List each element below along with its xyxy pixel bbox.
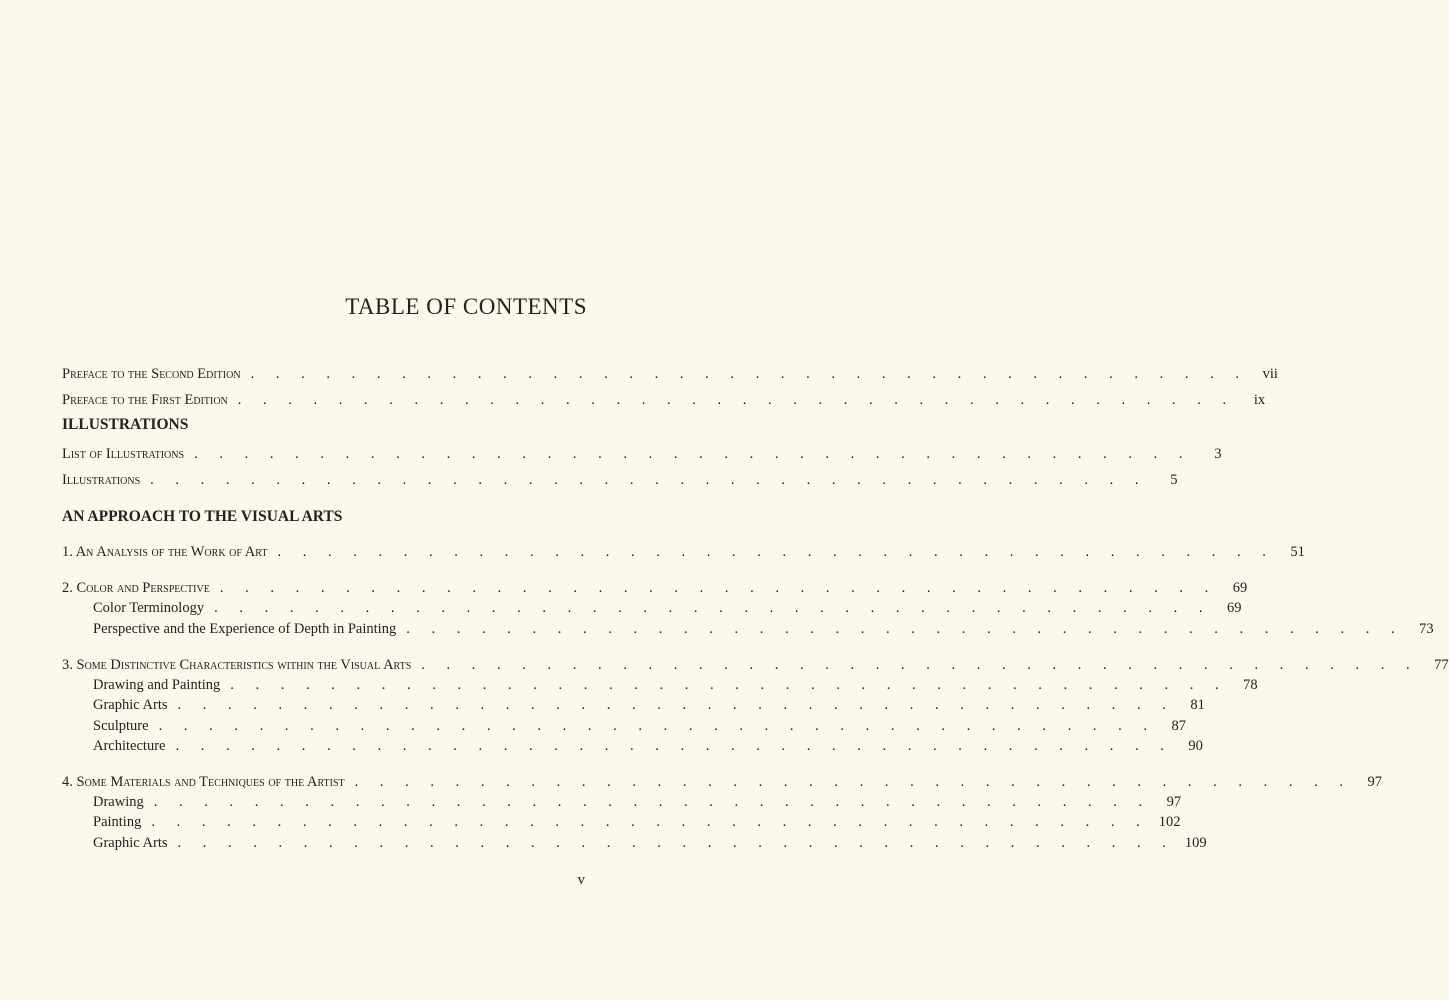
dot-leader: . . . . . . . . . . . . . . . . . . . . . . . . . . . . . . . . . . . . . . . . (153, 794, 1152, 810)
dot-leader: . . . . . . . . . . . . . . . . . . . . . . . . . . . . . . . . . . . . . . . . (250, 366, 1248, 382)
toc-entry-page: ix (1253, 392, 1266, 408)
toc-entry-illustrations (62, 470, 1178, 490)
toc-entry-label: Drawing (93, 794, 144, 810)
toc-entry-page: 87 (1171, 718, 1186, 734)
page-title: TABLE OF CONTENTS (345, 294, 587, 319)
dot-leader: . . . . . . . . . . . . . . . . . . . . . . . . . . . . . . . . . . . . . . . . (219, 580, 1218, 596)
toc-entry-color-terminology (93, 598, 1242, 618)
toc-entry-label: 3. Some Distinctive Characteristics within the Visual Arts (62, 657, 412, 673)
dot-leader: . . . . . . . . . . . . . . . . . . . . . . . . . . . . . . . . . . . . . . . . (421, 657, 1419, 673)
dot-leader: . . . . . . . . . . . . . . . . . . . . . . . . . . . . . . . . . . . . . . . . (194, 446, 1192, 462)
toc-entry-list-of-illustrations (62, 444, 1222, 464)
toc-entry-label: Illustrations (62, 472, 141, 488)
toc-entry-page: 3 (1214, 446, 1222, 462)
toc-entry-page: 109 (1184, 835, 1207, 851)
toc-entry-label: 1. An Analysis of the Work of Art (62, 544, 268, 560)
dot-leader: . . . . . . . . . . . . . . . . . . . . . . . . . . . . . . . . . . . . . . . . (406, 621, 1404, 637)
toc-entry-label: Graphic Arts (93, 697, 168, 713)
toc-entry-label: Preface to the Second Edition (62, 366, 241, 382)
toc-entry-page: 51 (1290, 544, 1305, 560)
toc-entry-preface-second (62, 364, 1278, 384)
toc-entry-label: Preface to the First Edition (62, 392, 228, 408)
toc-entry-chapter-4 (62, 772, 1383, 792)
toc-entry-chapter-1 (62, 542, 1305, 562)
page-number: v (577, 872, 585, 888)
toc-entry-page: 81 (1190, 697, 1205, 713)
toc-entry-preface-first (62, 390, 1266, 410)
section-heading-approach: AN APPROACH TO THE VISUAL ARTS (62, 508, 343, 525)
toc-entry-page: 69 (1232, 580, 1248, 596)
toc-entry-chapter-3 (62, 655, 1449, 675)
dot-leader: . . . . . . . . . . . . . . . . . . . . . . . . . . . . . . . . . . . . . . . . (237, 392, 1236, 408)
toc-entry-page: 97 (1367, 774, 1383, 790)
toc-entry-page: 73 (1419, 621, 1434, 637)
toc-entry-label: 2. Color and Perspective (62, 580, 210, 596)
toc-entry-chapter-2 (62, 578, 1248, 598)
toc-entry-label: Architecture (93, 738, 166, 754)
dot-leader: . . . . . . . . . . . . . . . . . . . . . . . . . . . . . . . . . . . . . . . . (177, 697, 1175, 713)
toc-entry-graphic-arts (93, 695, 1205, 715)
toc-entry-label: Painting (93, 814, 142, 830)
toc-entry-page: 5 (1170, 472, 1178, 488)
toc-entry-painting (93, 812, 1181, 832)
dot-leader: . . . . . . . . . . . . . . . . . . . . . . . . . . . . . . . . . . . . . . . . (175, 738, 1173, 754)
toc-entry-architecture (93, 736, 1203, 756)
dot-leader: . . . . . . . . . . . . . . . . . . . . . . . . . . . . . . . . . . . . . . . . (158, 718, 1156, 734)
dot-leader: . . . . . . . . . . . . . . . . . . . . . . . . . . . . . . . . . . . . . . . . (151, 814, 1149, 830)
dot-leader: . . . . . . . . . . . . . . . . . . . . . . . . . . . . . . . . . . . . . . . . (230, 677, 1228, 693)
dot-leader: . . . . . . . . . . . . . . . . . . . . . . . . . . . . . . . . . . . . . . . . (277, 544, 1275, 560)
toc-entry-page: 90 (1188, 738, 1203, 754)
toc-entry-page: 77 (1434, 657, 1449, 673)
dot-leader: . . . . . . . . . . . . . . . . . . . . . . . . . . . . . . . . . . . . . . . . (214, 600, 1212, 616)
dot-leader: . . . . . . . . . . . . . . . . . . . . . . . . . . . . . . . . . . . . . . . . (177, 835, 1175, 851)
toc-entry-page: 97 (1166, 794, 1182, 810)
toc-entry-graphic-arts-techniques (93, 833, 1207, 853)
toc-entry-label: Sculpture (93, 718, 149, 734)
dot-leader: . . . . . . . . . . . . . . . . . . . . . . . . . . . . . . . . . . . . . . . . (354, 774, 1353, 790)
toc-entry-perspective (93, 619, 1434, 639)
toc-entry-page: vii (1262, 366, 1278, 382)
toc-entry-label: Drawing and Painting (93, 677, 221, 693)
toc-entry-page: 69 (1226, 600, 1242, 616)
toc-entry-label: Color Terminology (93, 600, 205, 616)
toc-entry-page: 102 (1158, 814, 1181, 830)
toc-entry-label: List of Illustrations (62, 446, 185, 462)
toc-entry-page: 78 (1243, 677, 1258, 693)
toc-entry-label: 4. Some Materials and Techniques of the Artist (62, 774, 345, 790)
toc-entry-sculpture (93, 716, 1186, 736)
toc-entry-label: Perspective and the Experience of Depth in Painting (93, 621, 397, 637)
dot-leader: . . . . . . . . . . . . . . . . . . . . . . . . . . . . . . . . . . . . . . . . (150, 472, 1148, 488)
toc-entry-label: Graphic Arts (93, 835, 168, 851)
section-heading-illustrations: ILLUSTRATIONS (62, 416, 189, 433)
toc-entry-drawing (93, 792, 1182, 812)
toc-entry-drawing-and-painting (93, 675, 1258, 695)
